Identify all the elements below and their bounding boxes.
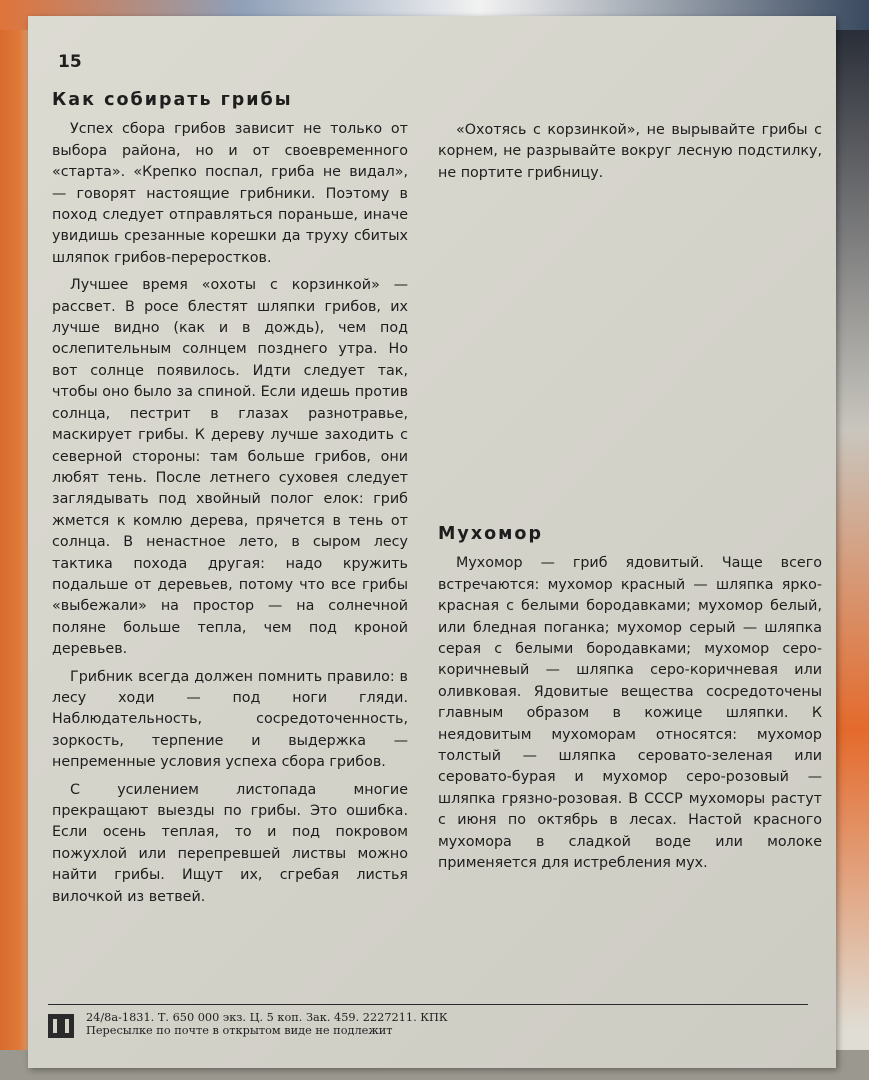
paragraph: Грибник всегда должен помнить правило: в лесу ходи — под ноги гляди. Наблюдательность, сосредоточенность, зоркость, терпение и выдержка — непременные условия успеха сбора грибов. [52,668,408,771]
publisher-logo-icon [48,1014,74,1038]
section-title-amanita: Мухомор [438,524,543,544]
right-column-bottom [438,524,822,875]
right-column-top [438,120,822,184]
page-number: 15 [58,52,82,72]
imprint-block [48,1004,808,1037]
paragraph: Мухомор — гриб ядовитый. Чаще всего встречаются: мухомор красный — шляпка ярко-красная с белыми бородавками; мухомор белый, или бледная поганка; мухомор серый — шляпка серая с белыми бородавками; мухомор серо-коричневый — шляпка серо-коричневая или оливковая. Ядовитые вещества сосредоточены главным образом в кожице шляпки. К неядовитым мухоморам относятся: мухомор толстый — шляпка серовато-зеленая или серовато-бурая и мухомор серо-розовый — шляпка грязно-розовая. В СССР мухоморы растут с июня по октябрь в лесах. Настой красного мухомора в сладкой воде или молоке применяется для истребления мух. [438,555,822,872]
paragraph: Лучшее время «охоты с корзинкой» — рассвет. В росе блестят шляпки грибов, их лучше видно (как и в дождь), чем под ослепительным солнцем позднего утра. Но вот солнце появилось. Идти следует так, чтобы оно было за спиной. Если идешь против солнца, пестрит в глазах разнотравье, маскирует грибы. К дереву лучше заходить с северной стороны: там больше грибов, они любят тень. После летнего суховея следует заглядывать под хвойный полог елок: гриб жмется к комлю дерева, прячется в тень от солнца. В ненастное лето, в сыром лесу тактика похода другая: надо кружить подальше от деревьев, потому что все грибы «выбежали» на простор — на солнечной поляне больше тепла, чем под кроной деревьев. [52,277,408,658]
printed-card [28,16,836,1068]
imprint-line-postal-note: Пересылке по почте в открытом виде не подлежит [86,1024,393,1037]
paragraph: Успех сбора грибов зависит не только от выбора района, но и от своевременного «старта». «Крепко поспал, гриба не видал», — говорят настоящие грибники. Поэтому в поход следует отправляться пораньше, иначе увидишь срезанные корешки да труху сбитых шляпок грибов-переростков. [52,121,408,266]
imprint-text [86,1011,808,1037]
paragraph: С усилением листопада многие прекращают выезды по грибы. Это ошибка. Если осень теплая, то и под покровом пожухлой или перепревшей листвы можно найти грибы. Ищут их, сгребая листья вилочкой из ветвей. [52,781,408,905]
imprint-line-print-data: 24/8а-1831. Т. 650 000 экз. Ц. 5 коп. Зак. 459. 2227211. КПК [86,1011,448,1024]
paragraph: «Охотясь с корзинкой», не вырывайте грибы с корнем, не разрывайте вокруг лесную подстилку, не портите грибницу. [438,122,822,181]
left-column [52,90,408,908]
section-title-mushroom-picking: Как собирать грибы [52,90,293,110]
